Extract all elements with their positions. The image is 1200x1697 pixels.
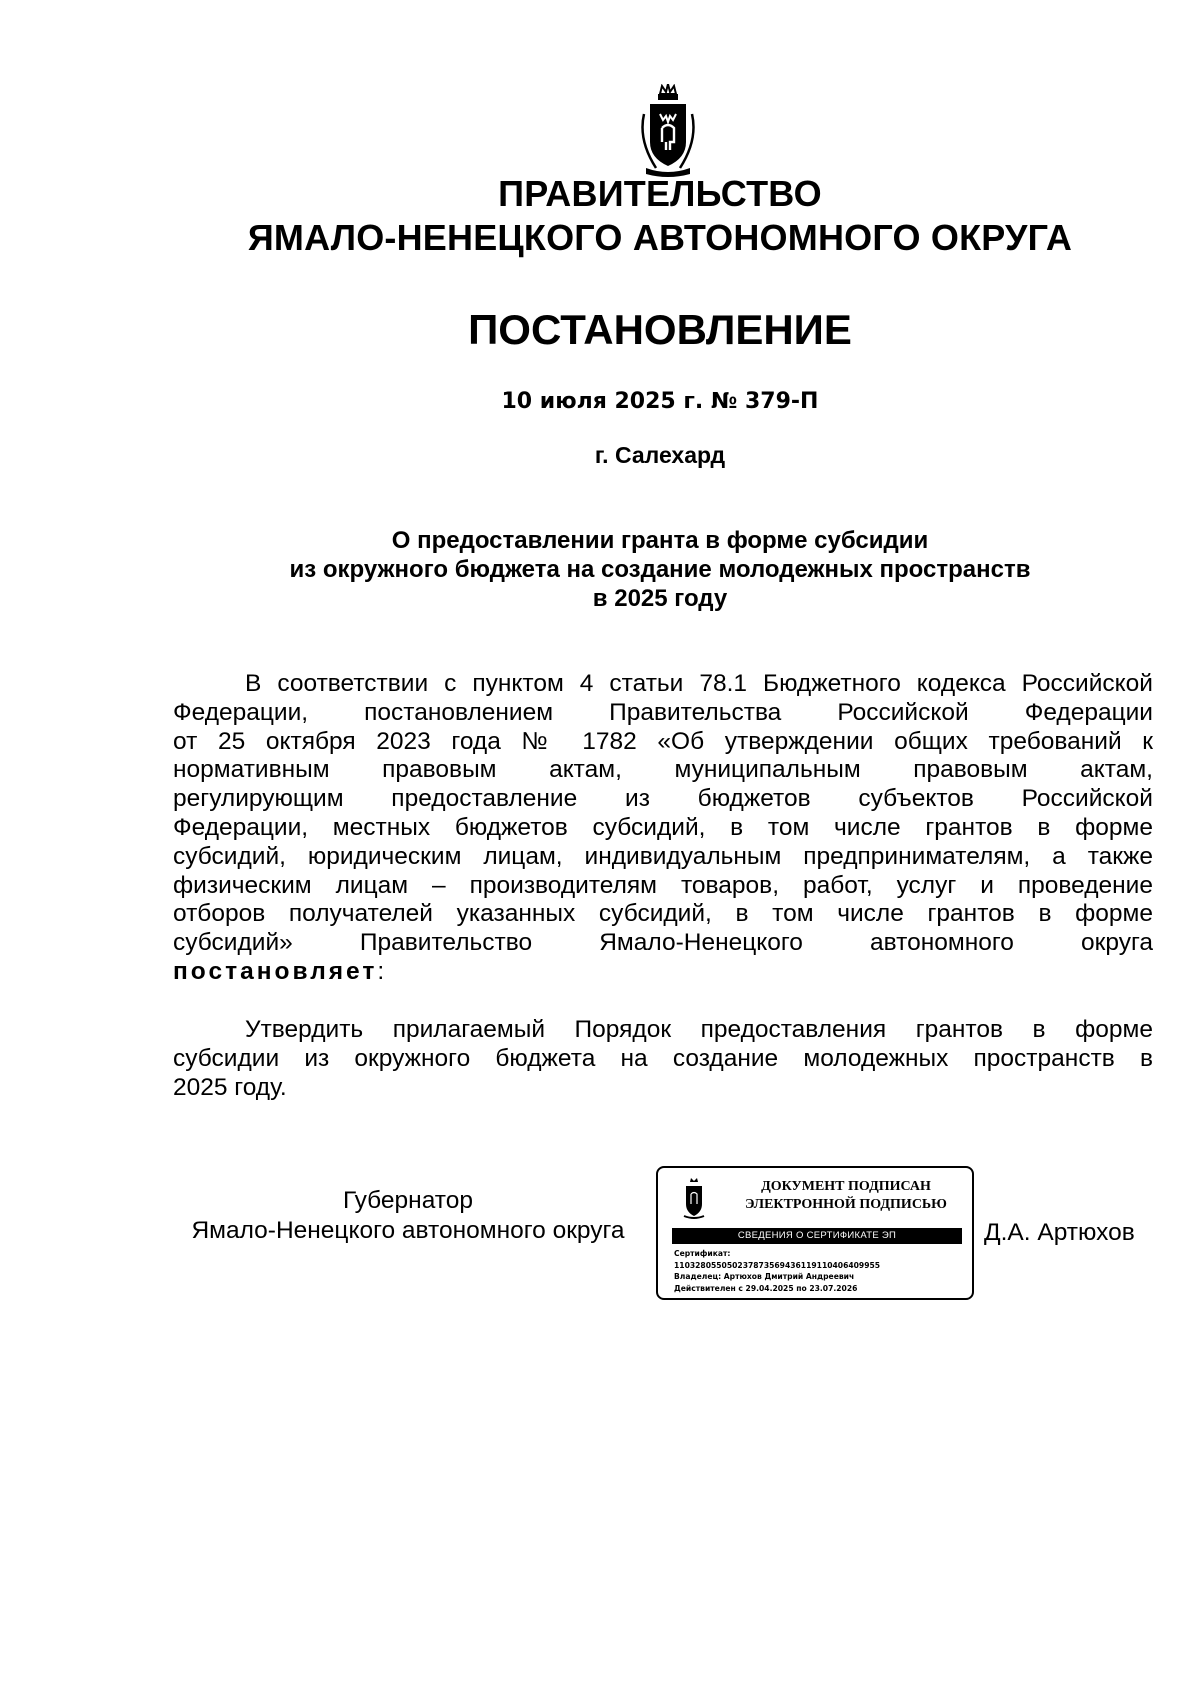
date-and-number: 10 июля 2025 г. № 379-П <box>501 389 819 414</box>
certificate-validity: Действителен с 29.04.2025 по 23.07.2026 <box>674 1283 858 1293</box>
coat-of-arms-icon <box>682 1178 706 1220</box>
paragraph-line: субсидии из окружного бюджета на создание молодежных пространств в <box>173 1044 1153 1072</box>
paragraph-line: Федерации, постановлением Правительства Российской Федерации <box>173 698 1153 726</box>
coat-of-arms-emblem <box>636 84 700 180</box>
paragraph-line: 2025 году. <box>173 1073 287 1101</box>
signatory-title-line1: Губернатор <box>343 1187 473 1214</box>
certificate-owner: Владелец: Артюхов Дмитрий Андреевич <box>674 1272 855 1281</box>
certificate-number: 110328055050237873569436119110406409955 <box>674 1260 881 1270</box>
certificate-details <box>674 1248 964 1294</box>
paragraph-line: субсидий, юридическим лицам, индивидуальным предпринимателям, а также <box>173 842 1153 870</box>
certificate-info-bar: СВЕДЕНИЯ О СЕРТИФИКАТЕ ЭП <box>672 1228 962 1244</box>
paragraph-line: нормативным правовым актам, муниципальным правовым актам, <box>173 756 1153 784</box>
certificate-label: Сертификат: <box>674 1249 731 1258</box>
paragraph-line: Утвердить прилагаемый Порядок предоставления грантов в форме <box>245 1016 1153 1043</box>
subject-line: О предоставлении гранта в форме субсидии <box>391 527 929 554</box>
paragraph-line: регулирующим предоставление из бюджетов субъектов Российской <box>173 785 1153 813</box>
preamble-paragraph <box>173 670 1153 987</box>
paragraph-line: физическим лицам – производителям товаров, работ, услуг и проведение <box>173 871 1153 899</box>
stamp-heading-line2: ЭЛЕКТРОННОЙ ПОДПИСЬЮ <box>745 1197 947 1212</box>
organization-title-line2: ЯМАЛО-НЕНЕЦКОГО АВТОНОМНОГО ОКРУГА <box>247 217 1073 258</box>
stamp-heading-line1: ДОКУМЕНТ ПОДПИСАН <box>761 1179 931 1194</box>
paragraph-line: В соответствии с пунктом 4 статьи 78.1 Бюджетного кодекса Российской <box>245 670 1153 697</box>
signatory-title-line2: Ямало-Ненецкого автономного округа <box>191 1217 625 1244</box>
paragraph-line: субсидий» Правительство Ямало-Ненецкого автономного округа <box>173 929 1153 957</box>
subject-line: в 2025 году <box>592 585 728 612</box>
paragraph-line: Федерации, местных бюджетов субсидий, в том числе грантов в форме <box>173 813 1153 841</box>
resolves-word: постановляет <box>173 957 378 985</box>
paragraph-line <box>173 958 1153 987</box>
resolves-colon: : <box>377 957 385 985</box>
city: г. Салехард <box>594 442 726 468</box>
signatory-name: Д.А. Артюхов <box>984 1219 1135 1246</box>
electronic-signature-stamp <box>656 1166 974 1300</box>
organization-title-line1: ПРАВИТЕЛЬСТВО <box>498 173 822 214</box>
document-type: ПОСТАНОВЛЕНИЕ <box>468 306 852 353</box>
subject-line: из окружного бюджета на создание молодежных пространств <box>289 556 1031 583</box>
stamp-heading <box>726 1178 966 1214</box>
signatory-title <box>173 1186 643 1246</box>
paragraph-line: отборов получателей указанных субсидий, в том числе грантов в форме <box>173 900 1153 928</box>
operative-paragraph <box>173 1016 1153 1102</box>
paragraph-line: от 25 октября 2023 года № 1782 «Об утверждении общих требований к <box>173 727 1153 755</box>
document-subject <box>0 526 1200 613</box>
